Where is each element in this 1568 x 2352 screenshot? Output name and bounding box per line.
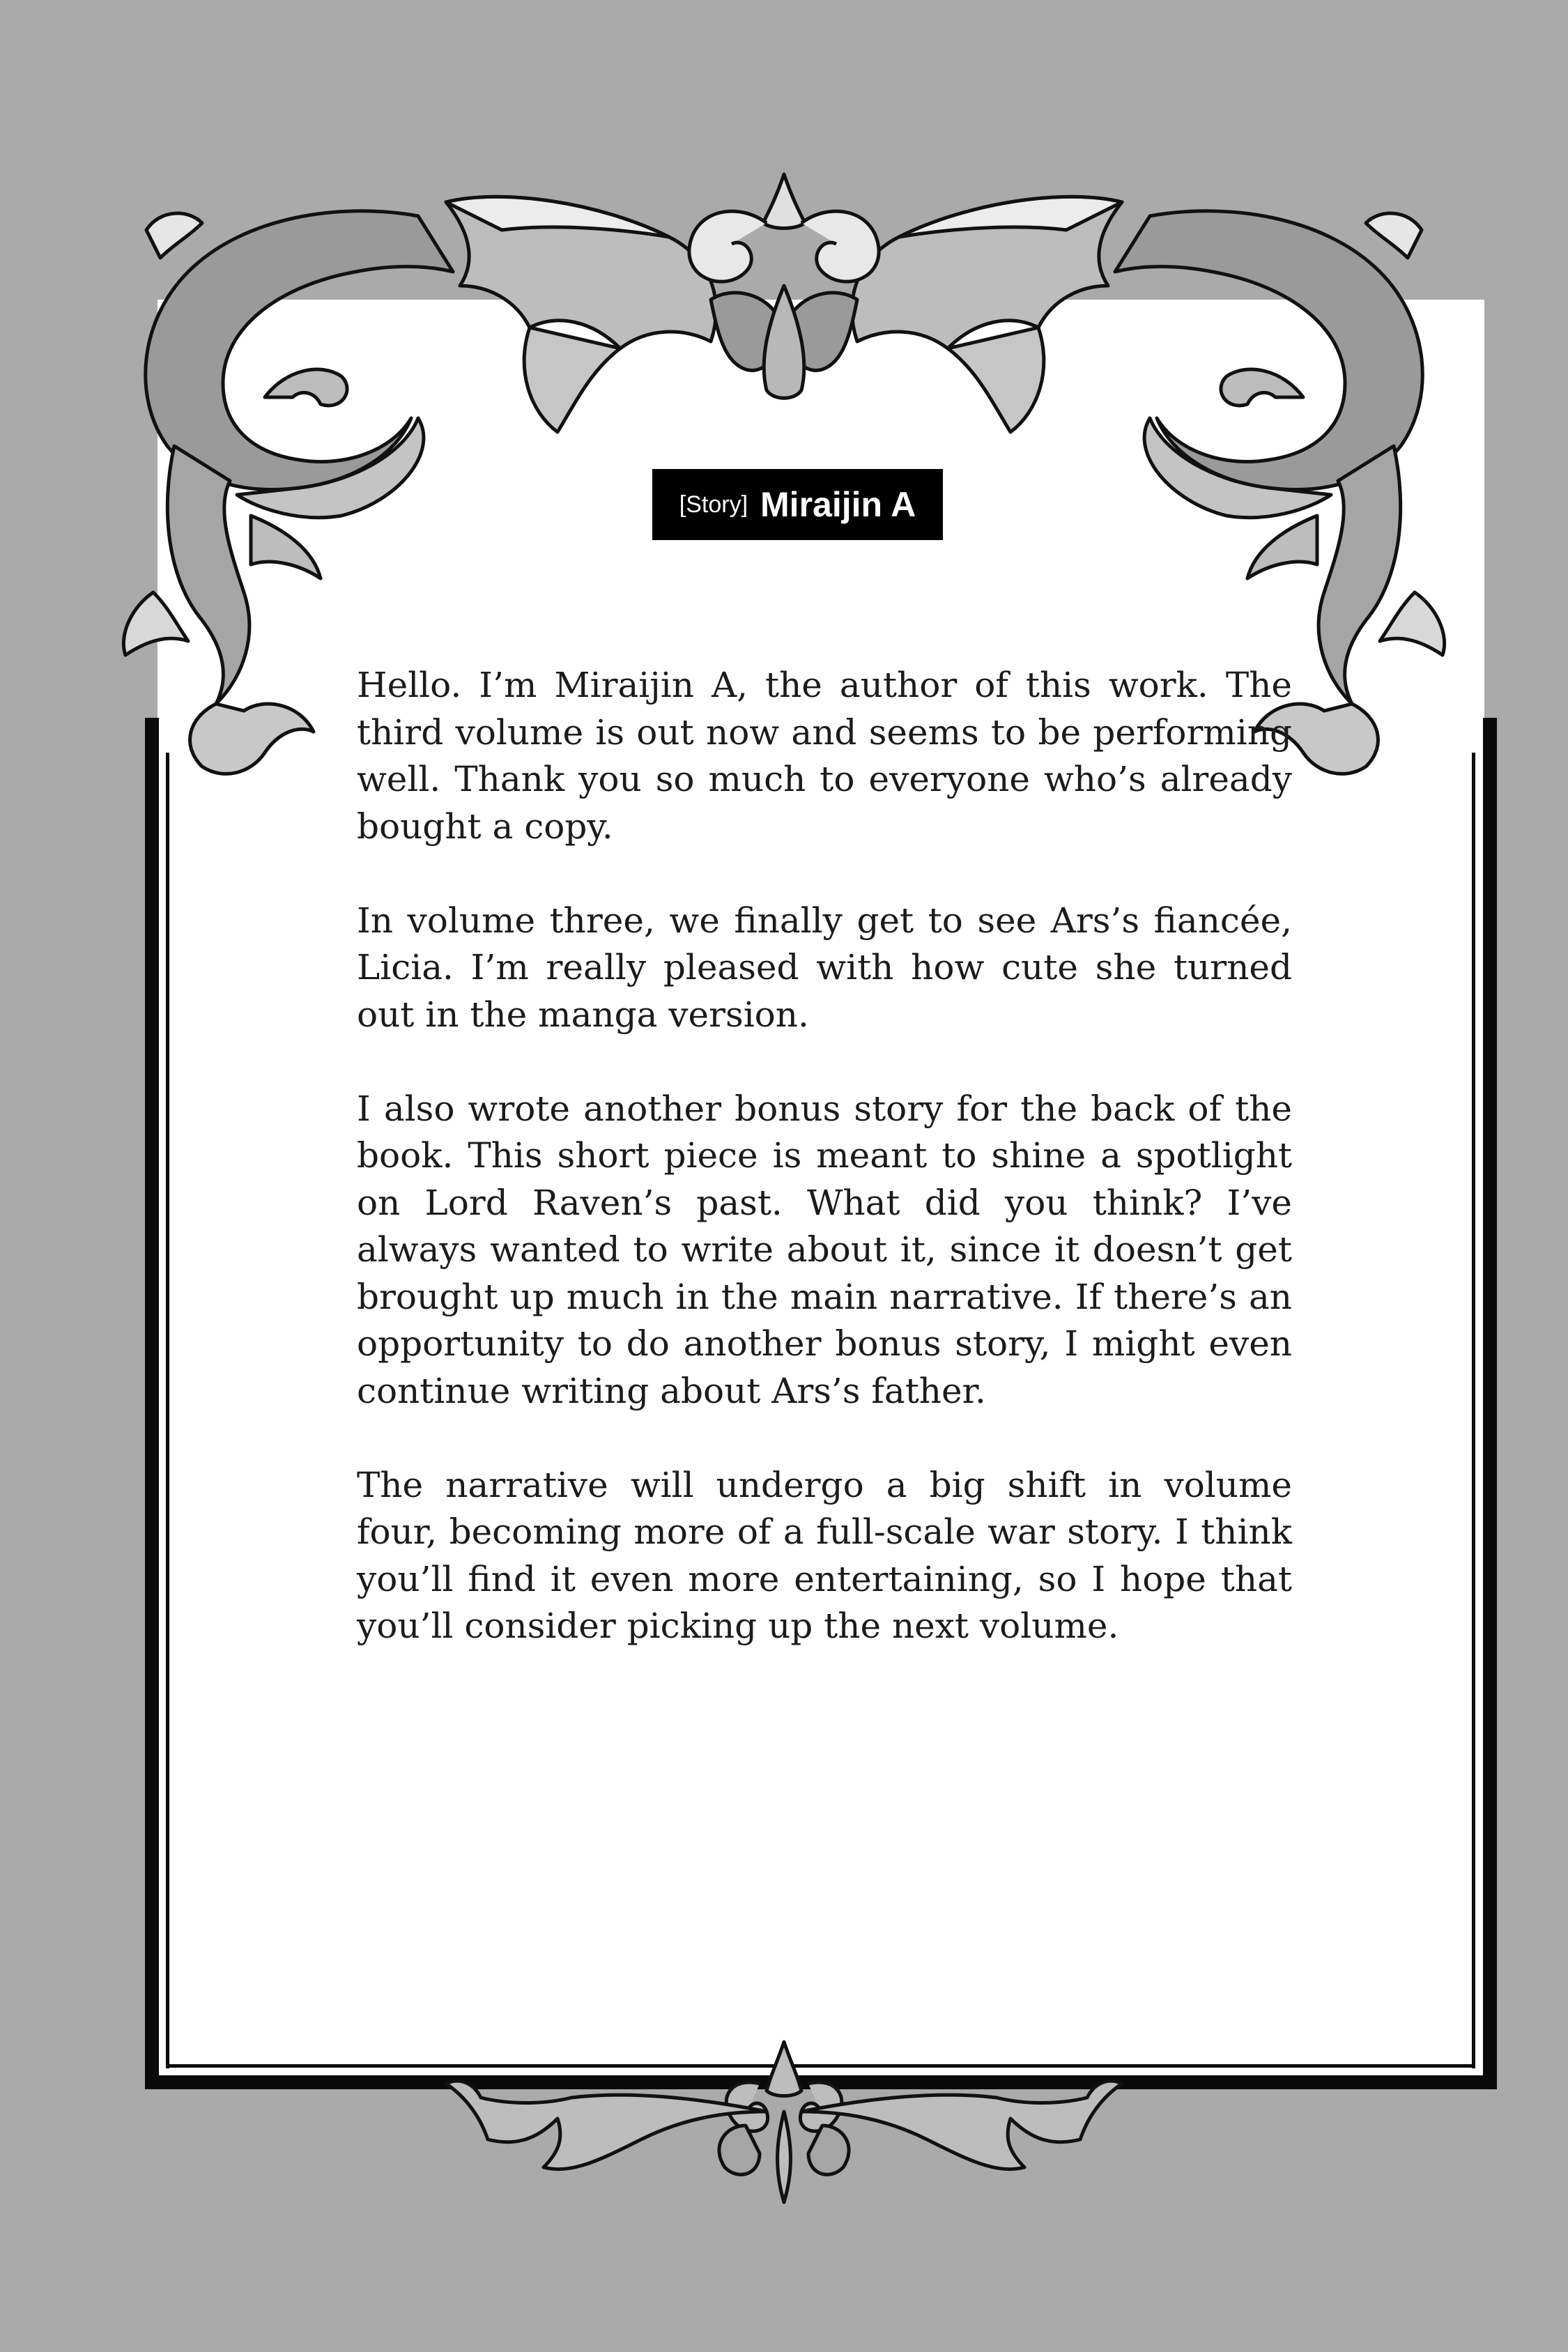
frame-border-outer-right — [1483, 718, 1497, 2089]
frame-border-inner-left — [166, 753, 169, 2068]
frame-border-inner-right — [1472, 753, 1475, 2068]
label-prefix: [Story] — [679, 491, 748, 518]
paragraph-4: The narrative will undergo a big shift in volume four, becoming more of a full-scale war story. I think you’ll find it even more entertaining, so I hope that you’ll consider picking up the next volume. — [357, 1464, 1292, 1646]
bottom-fleur-ornament-icon — [418, 2035, 1150, 2209]
paragraph-2: In volume three, we finally get to see Ars’s fiancée, Licia. I’m really pleased with how cute she turned out in the manga version. — [357, 900, 1292, 1035]
paragraph-3: I also wrote another bonus story for the back of the book. This short piece is meant to shine a spotlight on Lord Raven’s past. What did you think? I’ve always wanted to write about it, since it doesn’t get brought up much in the main narrative. If there’s an opportunity to do another bonus story, I might even continue writing about Ars’s father. — [357, 1088, 1292, 1411]
afterword-text — [357, 662, 1292, 1650]
frame-border-outer-left — [145, 718, 159, 2089]
author-label-badge — [652, 469, 943, 540]
paragraph-1: Hello. I’m Miraijin A, the author of this work. The third volume is out now and seems to be performing well. Thank you so much to everyone who’s already bought a copy. — [357, 665, 1292, 847]
label-author-name: Miraijin A — [760, 485, 916, 524]
top-winged-ornament-icon — [418, 160, 1150, 446]
